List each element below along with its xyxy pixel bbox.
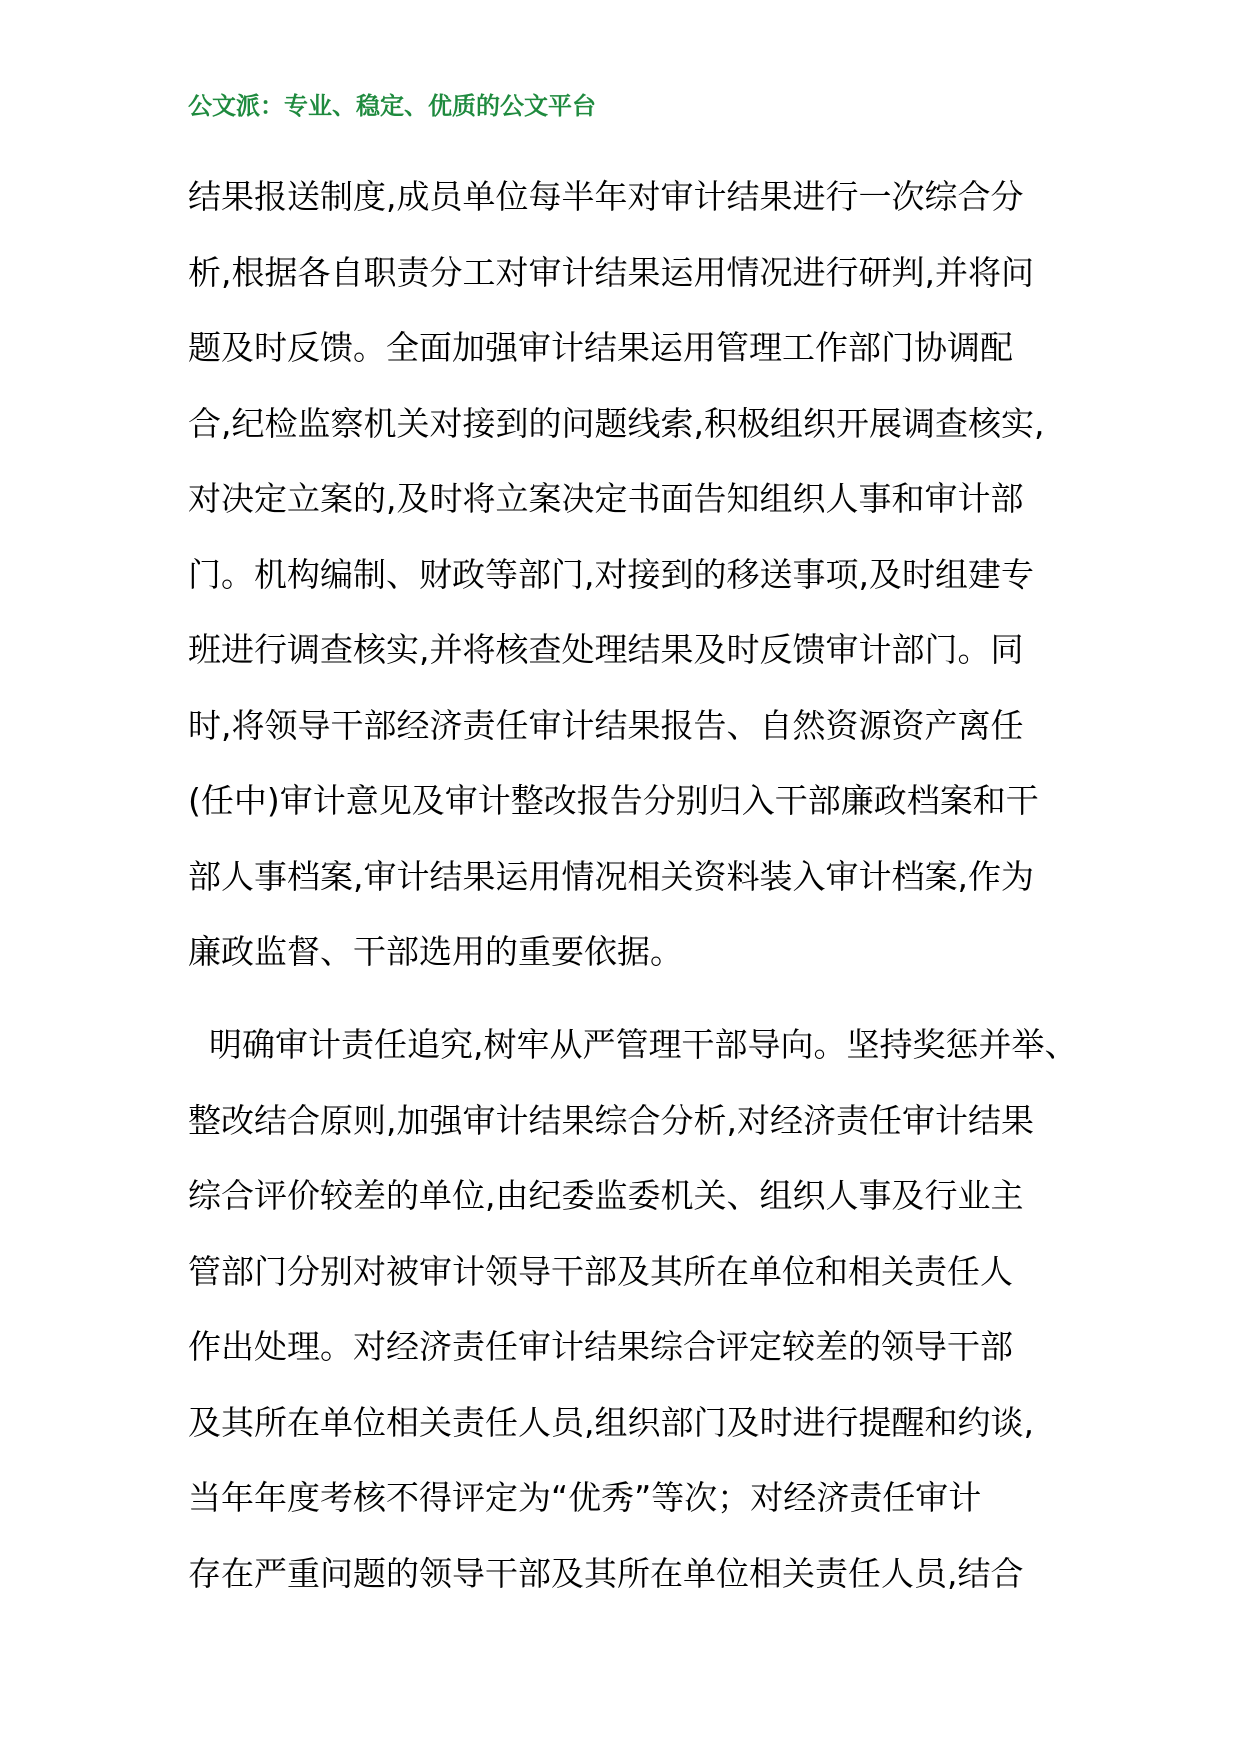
text-line: 廉政监督、干部选用的重要依据。	[188, 932, 683, 971]
text-line: 存在严重问题的领导干部及其所在单位相关责任人员,结合	[188, 1553, 1024, 1593]
text-line: 题及时反馈。全面加强审计结果运用管理工作部门协调配	[188, 328, 1013, 367]
text-line: 班进行调查核实,并将核查处理结果及时反馈审计部门。同	[188, 630, 1024, 669]
text-line: 对决定立案的,及时将立案决定书面告知组织人事和审计部	[188, 479, 1024, 518]
text-line: 结果报送制度,成员单位每半年对审计结果进行一次综合分	[188, 177, 1024, 216]
text-line: 门。机构编制、财政等部门,对接到的移送事项,及时组建专	[188, 554, 1034, 594]
text-line: 综合评价较差的单位,由纪委监委机关、组织人事及行业主	[188, 1176, 1024, 1215]
text-line: 析,根据各自职责分工对审计结果运用情况进行研判,并将问	[188, 252, 1034, 292]
text-line: 当年年度考核不得评定为“优秀”等次；对经济责任审计	[188, 1478, 982, 1517]
text-line: 整改结合原则,加强审计结果综合分析,对经济责任审计结果	[188, 1100, 1034, 1140]
text-line: (任中)审计意见及审计整改报告分别归入干部廉政档案和干	[188, 781, 1039, 820]
text-line: 部人事档案,审计结果运用情况相关资料装入审计档案,作为	[188, 856, 1034, 896]
text-line: 明确审计责任追究,树牢从严管理干部导向。坚持奖惩并举、	[188, 1025, 1078, 1064]
paragraph-1	[188, 159, 1068, 990]
text-line: 及其所在单位相关责任人员,组织部门及时进行提醒和约谈,	[188, 1402, 1034, 1442]
page-header: 公文派：专业、稳定、优质的公文平台	[188, 91, 596, 120]
text-line: 合,纪检监察机关对接到的问题线索,积极组织开展调查核实,	[188, 403, 1045, 443]
text-line: 作出处理。对经济责任审计结果综合评定较差的领导干部	[188, 1327, 1013, 1366]
paragraph-2	[188, 1007, 1078, 1611]
text-line: 管部门分别对被审计领导干部及其所在单位和相关责任人	[188, 1251, 1013, 1291]
text-line: 时,将领导干部经济责任审计结果报告、自然资源资产离任	[188, 705, 1024, 745]
